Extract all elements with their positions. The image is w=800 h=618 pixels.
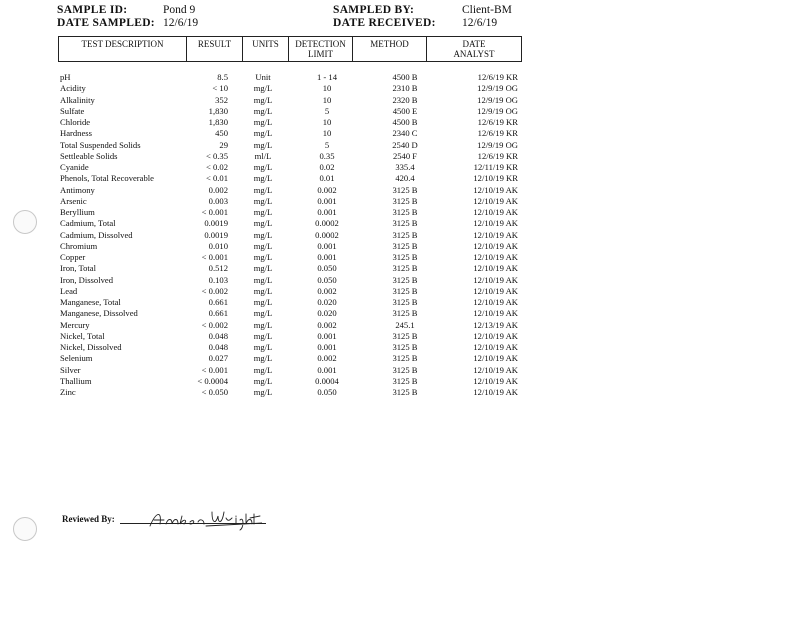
cell-description: Acidity [60,83,86,94]
col-header-description: TEST DESCRIPTION [59,37,187,61]
cell-method: 3125 B [392,308,418,319]
cell-result: 0.048 [208,330,228,341]
table-row [60,151,530,162]
cell-detection: 0.002 [317,285,337,296]
cell-method: 2340 C [392,128,418,139]
cell-result: 1,830 [208,105,228,116]
cell-date: 12/13/19 AK [473,319,518,330]
cell-date: 12/10/19 AK [473,353,518,364]
cell-result: 352 [215,94,228,105]
cell-detection: 0.002 [317,353,337,364]
cell-result: 0.103 [208,274,228,285]
cell-detection: 0.002 [317,184,337,195]
date-received-value: 12/6/19 [462,17,498,29]
cell-detection: 0.001 [317,207,337,217]
cell-date: 12/10/19 AK [473,342,518,352]
cell-date: 12/10/19 AK [473,184,518,195]
cell-units: mg/L [253,353,273,364]
cell-description: Thallium [60,375,92,386]
cell-date: 12/10/19 KR [473,173,518,184]
cell-method: 3125 B [392,207,418,217]
cell-description: Sulfate [60,105,85,116]
date-sampled-value: 12/6/19 [163,17,199,29]
cell-method: 3125 B [392,240,418,251]
cell-result: 0.0019 [204,218,228,229]
table-row [60,320,530,331]
cell-units: mg/L [253,128,273,139]
cell-method: 3125 B [392,229,418,240]
cell-detection: 0.020 [317,297,337,307]
cell-method: 245.1 [395,319,415,330]
cell-date: 12/9/19 OG [477,94,518,105]
cell-date: 12/10/19 AK [473,263,518,274]
cell-description: Iron, Dissolved [60,274,113,285]
hole-punch-bottom [13,517,37,541]
cell-units: mg/L [253,94,273,105]
cell-description: Phenols, Total Recoverable [60,173,154,184]
cell-description: Zinc [60,387,76,397]
table-row [60,297,530,308]
cell-result: 0.048 [208,342,228,352]
cell-method: 2320 B [392,94,418,105]
cell-detection: 0.001 [317,342,337,352]
cell-units: mg/L [253,83,273,94]
cell-date: 12/10/19 AK [473,229,518,240]
cell-description: Lead [60,285,78,296]
table-row [60,218,530,229]
table-row [60,252,530,263]
cell-detection: 0.0002 [315,229,339,240]
cell-date: 12/9/19 OG [477,139,518,150]
col-header-date-analyst: DATE ANALYST [453,39,495,59]
sample-id-value: Pond 9 [163,4,196,16]
cell-date: 12/10/19 AK [473,274,518,285]
cell-result: < 0.35 [205,150,228,161]
cell-description: Nickel, Dissolved [60,342,122,352]
cell-units: mg/L [253,274,273,285]
cell-date: 12/10/19 AK [473,207,518,217]
cell-units: mg/L [253,263,273,274]
cell-method: 3125 B [392,387,418,397]
cell-units: mg/L [253,218,273,229]
cell-date: 12/11/19 KR [473,162,518,172]
cell-description: Iron, Total [60,263,96,274]
table-row [60,241,530,252]
table-row [60,173,530,184]
cell-result: < 10 [212,83,228,94]
cell-method: 3125 B [392,285,418,296]
cell-detection: 0.001 [317,252,337,262]
cell-date: 12/9/19 OG [477,83,518,94]
cell-description: Copper [60,252,86,262]
cell-description: Nickel, Total [60,330,105,341]
cell-method: 3125 B [392,375,418,386]
cell-result: < 0.002 [201,285,228,296]
cell-units: mg/L [253,375,273,386]
cell-date: 12/10/19 AK [473,308,518,319]
cell-result: < 0.001 [201,207,228,217]
cell-method: 3125 B [392,218,418,229]
cell-detection: 0.0002 [315,218,339,229]
table-row [60,275,530,286]
table-row [60,128,530,139]
cell-description: Cadmium, Dissolved [60,229,133,240]
cell-description: Hardness [60,128,92,139]
table-row [60,207,530,218]
cell-date: 12/10/19 AK [473,218,518,229]
cell-result: 29 [219,139,228,150]
cell-method: 3125 B [392,184,418,195]
cell-method: 2540 D [392,139,418,150]
cell-detection: 0.35 [319,150,335,161]
cell-units: mg/L [253,105,273,116]
cell-result: 0.0019 [204,229,228,240]
cell-result: < 0.0004 [197,375,228,386]
cell-date: 12/10/19 AK [473,240,518,251]
cell-detection: 0.001 [317,330,337,341]
cell-date: 12/10/19 AK [473,297,518,307]
cell-units: mg/L [253,342,273,352]
cell-description: Chloride [60,117,91,127]
cell-units: mg/L [253,330,273,341]
results-table-body [60,72,530,398]
cell-date: 12/6/19 KR [477,117,518,127]
signature [146,506,262,532]
table-row [60,83,530,94]
cell-detection: 0.001 [317,364,337,375]
cell-method: 2310 B [392,83,418,94]
cell-result: 0.010 [208,240,228,251]
table-row [60,106,530,117]
cell-method: 3125 B [392,330,418,341]
cell-method: 3125 B [392,297,418,307]
cell-detection: 10 [322,117,332,127]
cell-description: Settleable Solids [60,150,118,161]
table-row [60,365,530,376]
cell-detection: 1 - 14 [316,72,338,82]
cell-result: < 0.001 [201,364,228,375]
table-row [60,308,530,319]
sample-id-label: SAMPLE ID: [57,4,128,16]
sampled-by-value: Client-BM [462,4,512,16]
cell-result: 0.027 [208,353,228,364]
cell-method: 4500 E [392,105,418,116]
cell-result: < 0.002 [201,319,228,330]
cell-units: mg/L [253,184,273,195]
cell-date: 12/10/19 AK [473,364,518,375]
cell-units: mg/L [253,252,273,262]
cell-date: 12/10/19 AK [473,285,518,296]
cell-date: 12/10/19 AK [473,387,518,397]
cell-units: mg/L [253,387,273,397]
cell-method: 2540 F [392,150,418,161]
cell-date: 12/9/19 OG [477,105,518,116]
cell-method: 3125 B [392,263,418,274]
cell-result: 0.003 [208,195,228,206]
cell-units: mg/L [253,139,273,150]
cell-units: mg/L [253,285,273,296]
cell-detection: 0.001 [317,240,337,251]
table-row [60,286,530,297]
cell-description: Total Suspended Solids [60,139,141,150]
cell-detection: 0.020 [317,308,337,319]
table-row [60,331,530,342]
cell-method: 3125 B [392,252,418,262]
cell-description: pH [60,72,71,82]
table-row [60,95,530,106]
cell-units: mg/L [253,207,273,217]
table-row [60,387,530,398]
cell-detection: 5 [324,105,330,116]
table-header [58,36,522,62]
cell-method: 3125 B [392,342,418,352]
cell-detection: 10 [322,94,332,105]
hole-punch-top [13,210,37,234]
cell-description: Cyanide [60,162,89,172]
col-header-result: RESULT [187,37,243,61]
cell-units: ml/L [254,150,272,161]
cell-detection: 0.01 [319,173,335,184]
date-sampled-label: DATE SAMPLED: [57,17,155,29]
cell-date: 12/10/19 AK [473,252,518,262]
cell-units: mg/L [253,297,273,307]
cell-method: 3125 B [392,364,418,375]
cell-date: 12/6/19 KR [477,128,518,139]
cell-detection: 0.001 [317,195,337,206]
cell-result: 0.512 [208,263,228,274]
cell-units: mg/L [253,319,273,330]
cell-description: Arsenic [60,195,87,206]
cell-date: 12/6/19 KR [477,150,518,161]
cell-units: mg/L [253,162,273,172]
col-header-detection-limit: DETECTION LIMIT [289,37,353,61]
col-header-method: METHOD [353,37,427,61]
cell-method: 4500 B [392,117,418,127]
cell-result: 1,830 [208,117,228,127]
cell-description: Silver [60,364,81,375]
cell-result: < 0.050 [201,387,228,397]
date-received-label: DATE RECEIVED: [333,17,436,29]
cell-method: 3125 B [392,353,418,364]
cell-date: 12/10/19 AK [473,330,518,341]
col-header-units: UNITS [243,37,289,61]
cell-units: mg/L [253,229,273,240]
cell-result: < 0.02 [205,162,228,172]
table-row [60,162,530,173]
table-row [60,342,530,353]
cell-description: Beryllium [60,207,95,217]
cell-detection: 5 [324,139,330,150]
cell-result: < 0.001 [201,252,228,262]
cell-method: 420.4 [395,173,415,184]
cell-method: 4500 B [392,72,418,82]
cell-result: 8.5 [217,72,228,82]
cell-detection: 0.002 [317,319,337,330]
cell-units: mg/L [253,173,273,184]
cell-description: Chromium [60,240,98,251]
table-row [60,196,530,207]
reviewed-by-label: Reviewed By: [62,514,115,524]
cell-result: 0.002 [208,184,228,195]
cell-description: Selenium [60,353,93,364]
cell-description: Cadmium, Total [60,218,116,229]
table-row [60,263,530,274]
cell-detection: 0.050 [317,263,337,274]
cell-detection: 10 [322,128,332,139]
sampled-by-label: SAMPLED BY: [333,4,415,16]
cell-date: 12/10/19 AK [473,195,518,206]
table-row [60,376,530,387]
cell-description: Antimony [60,184,95,195]
cell-method: 335.4 [395,162,415,172]
cell-detection: 0.02 [319,162,335,172]
cell-result: 450 [215,128,228,139]
cell-result: < 0.01 [205,173,228,184]
table-row [60,353,530,364]
cell-detection: 10 [322,83,332,94]
cell-units: mg/L [253,364,273,375]
cell-units: Unit [255,72,271,82]
table-row [60,117,530,128]
cell-description: Mercury [60,319,90,330]
cell-units: mg/L [253,117,273,127]
table-row [60,72,530,83]
cell-detection: 0.0004 [315,375,339,386]
table-row [60,140,530,151]
cell-description: Manganese, Dissolved [60,308,138,319]
cell-detection: 0.050 [317,387,337,397]
cell-units: mg/L [253,308,273,319]
cell-detection: 0.050 [317,274,337,285]
table-row [60,230,530,241]
cell-description: Manganese, Total [60,297,121,307]
cell-result: 0.661 [208,308,228,319]
table-row [60,185,530,196]
cell-units: mg/L [253,195,273,206]
cell-method: 3125 B [392,195,418,206]
cell-description: Alkalinity [60,94,95,105]
cell-method: 3125 B [392,274,418,285]
cell-date: 12/10/19 AK [473,375,518,386]
cell-result: 0.661 [208,297,228,307]
cell-units: mg/L [253,240,273,251]
cell-date: 12/6/19 KR [477,72,518,82]
